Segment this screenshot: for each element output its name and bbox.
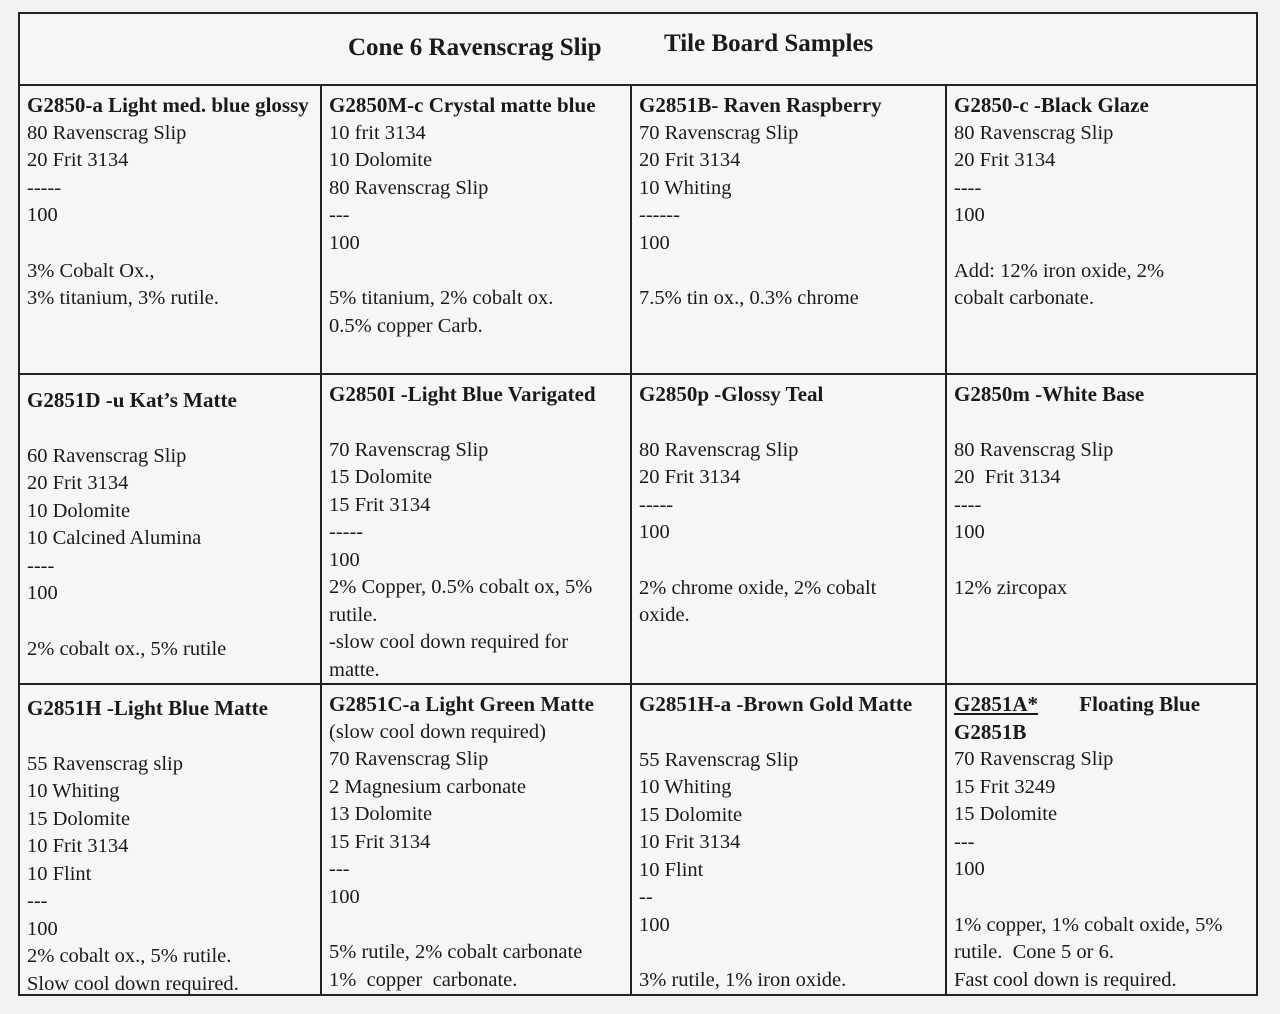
recipe-line: 15 Dolomite — [329, 466, 433, 488]
recipe-cell-g2850-c — [947, 86, 1256, 375]
recipe-line: ---- — [27, 554, 55, 577]
recipe-line: 2 Magnesium carbonate — [329, 775, 526, 798]
recipe-cell-g2851c-a — [322, 685, 632, 996]
recipe-total: 100 — [639, 231, 670, 254]
recipe-total: 100 — [27, 204, 58, 226]
recipe-line: 10 Calcined Alumina — [27, 527, 202, 549]
recipe-line: ----- — [329, 521, 364, 543]
recipe-note: 2% chrome oxide, 2% cobalt — [639, 576, 877, 599]
recipe-cell-g2851b — [632, 86, 947, 375]
recipe-line: 10 Whiting — [639, 176, 732, 199]
recipe-total: 100 — [329, 231, 360, 254]
recipe-line: ---- — [954, 176, 982, 199]
recipe-cell-g2850-a — [20, 86, 322, 375]
recipe-note: 3% rutile, 1% iron oxide. — [639, 969, 847, 991]
recipe-title: G2851D -u Kat’s Matte — [27, 388, 237, 412]
recipe-title: G2850-c -Black Glaze — [954, 93, 1149, 117]
recipe-line: 15 Frit 3249 — [954, 775, 1056, 798]
title-row — [20, 14, 1256, 86]
recipe-line: 55 Ravenscrag slip — [27, 752, 183, 775]
recipe-line: 80 Ravenscrag Slip — [27, 121, 187, 144]
recipe-note: rutile. — [329, 603, 378, 626]
recipe-note: cobalt carbonate. — [954, 287, 1095, 309]
recipe-line: 20 Frit 3134 — [954, 149, 1056, 171]
recipe-title: G2850m -White Base — [954, 382, 1145, 406]
recipe-total: 100 — [639, 913, 670, 936]
recipe-note: 5% titanium, 2% cobalt ox. — [329, 287, 554, 309]
recipe-note: 12% zircopax — [954, 576, 1068, 599]
page-subtitle: Tile Board Samples — [664, 30, 874, 57]
recipe-note: 0.5% copper Carb. — [329, 314, 483, 337]
recipe-cell-g2851d-u — [20, 375, 322, 685]
recipe-line: 80 Ravenscrag Slip — [329, 176, 489, 199]
page-title: Cone 6 Ravenscrag Slip — [348, 34, 602, 61]
recipe-note: 2% cobalt ox., 5% rutile — [27, 637, 227, 660]
recipe-note: 3% titanium, 3% rutile. — [27, 287, 219, 309]
recipe-title-row — [954, 691, 1250, 719]
recipe-cell-g2850p — [632, 375, 947, 685]
recipe-grid — [20, 86, 1256, 996]
recipe-line: ---- — [954, 493, 982, 516]
recipe-note: matte. — [329, 658, 380, 681]
recipe-cell-g2851h — [20, 685, 322, 996]
recipe-line: 13 Dolomite — [329, 803, 433, 825]
recipe-line: ----- — [639, 493, 674, 516]
recipe-total: 100 — [954, 858, 985, 880]
recipe-total: 100 — [27, 582, 58, 604]
recipe-total: 100 — [639, 521, 670, 543]
recipe-total: 100 — [954, 204, 985, 226]
recipe-line: ----- — [27, 176, 62, 199]
recipe-title: G2850M-c Crystal matte blue — [329, 93, 596, 117]
recipe-line: 15 Dolomite — [27, 807, 131, 830]
recipe-line: 70 Ravenscrag Slip — [954, 748, 1114, 770]
recipe-line: 15 Frit 3134 — [329, 493, 431, 516]
recipe-title: G2851B- Raven Raspberry — [639, 93, 882, 117]
recipe-line: 15 Dolomite — [954, 803, 1058, 825]
recipe-line: 20 Frit 3134 — [27, 472, 129, 494]
recipe-title: G2850I -Light Blue Varigated — [329, 382, 596, 406]
recipe-total: 100 — [954, 521, 985, 543]
recipe-line: 10 Dolomite — [27, 499, 131, 522]
recipe-line: 20 Frit 3134 — [954, 466, 1061, 488]
recipe-line: 20 Frit 3134 — [639, 149, 741, 171]
recipe-line: 20 Frit 3134 — [27, 149, 129, 171]
recipe-title: G2850-a Light med. blue glossy — [27, 93, 309, 117]
recipe-line: 10 Flint — [27, 862, 92, 885]
recipe-line: 80 Ravenscrag Slip — [639, 438, 799, 461]
recipe-title: G2851H -Light Blue Matte — [27, 696, 268, 720]
recipe-line: 10 Flint — [639, 858, 704, 881]
recipe-line: --- — [954, 830, 975, 853]
recipe-subtitle: (slow cool down required) — [329, 720, 546, 743]
recipe-note: 1% copper, 1% cobalt oxide, 5% — [954, 913, 1223, 936]
recipe-note: rutile. Cone 5 or 6. — [954, 941, 1114, 963]
recipe-line: 70 Ravenscrag Slip — [329, 748, 489, 770]
recipe-note: 1% copper carbonate. — [329, 968, 518, 991]
recipe-line: 15 Frit 3134 — [329, 830, 431, 853]
recipe-line: 10 Frit 3134 — [27, 835, 129, 857]
recipe-total: 100 — [329, 885, 360, 908]
recipe-title: G2851H-a -Brown Gold Matte — [639, 692, 913, 716]
recipe-cell-g2851h-a — [632, 685, 947, 996]
recipe-line: -- — [639, 886, 653, 908]
recipe-note: -slow cool down required for — [329, 631, 569, 653]
recipe-line: 20 Frit 3134 — [639, 466, 741, 488]
recipe-note: Slow cool down required. — [27, 972, 239, 995]
recipe-cell-g2851a — [947, 685, 1256, 996]
recipe-cell-g2850m-c — [322, 86, 632, 375]
recipe-title: G2851C-a Light Green Matte — [329, 692, 594, 716]
recipe-line: 55 Ravenscrag Slip — [639, 748, 799, 771]
recipe-line: --- — [329, 204, 350, 226]
recipe-note: Add: 12% iron oxide, 2% — [954, 259, 1165, 282]
recipe-line: 80 Ravenscrag Slip — [954, 121, 1114, 144]
recipe-note: Fast cool down is required. — [954, 968, 1177, 991]
recipe-title: G2851A* — [954, 692, 1038, 716]
recipe-line: 10 Whiting — [639, 776, 732, 798]
recipe-line: 10 Whiting — [27, 780, 120, 802]
recipe-note: 7.5% tin ox., 0.3% chrome — [639, 287, 859, 309]
recipe-note: 2% Copper, 0.5% cobalt ox, 5% — [329, 576, 593, 598]
recipe-title: G2850p -Glossy Teal — [639, 382, 824, 406]
recipe-line: 15 Dolomite — [639, 803, 743, 826]
recipe-note: 5% rutile, 2% cobalt carbonate — [329, 941, 583, 963]
recipe-cell-g2850i — [322, 375, 632, 685]
recipe-line: 70 Ravenscrag Slip — [639, 121, 799, 144]
recipe-line: 80 Ravenscrag Slip — [954, 438, 1114, 461]
recipe-subtitle: G2851B — [954, 719, 1027, 744]
recipe-line: --- — [27, 890, 48, 912]
recipe-line: 10 frit 3134 — [329, 121, 426, 144]
recipe-cell-g2850m — [947, 375, 1256, 685]
recipe-note: oxide. — [639, 604, 690, 626]
recipe-line: 10 Frit 3134 — [639, 831, 741, 853]
recipe-note: 3% Cobalt Ox., — [27, 259, 155, 282]
recipe-line: --- — [329, 858, 350, 880]
recipe-line: 10 Dolomite — [329, 149, 433, 171]
recipe-line: 70 Ravenscrag Slip — [329, 438, 489, 461]
tile-board-sheet — [18, 12, 1258, 996]
recipe-total: 100 — [27, 917, 58, 940]
recipe-note: 2% cobalt ox., 5% rutile. — [27, 945, 232, 967]
recipe-title-extra: Floating Blue — [1079, 692, 1201, 716]
recipe-line: ------ — [639, 204, 680, 226]
recipe-total: 100 — [329, 548, 360, 571]
recipe-line: 60 Ravenscrag Slip — [27, 444, 187, 467]
